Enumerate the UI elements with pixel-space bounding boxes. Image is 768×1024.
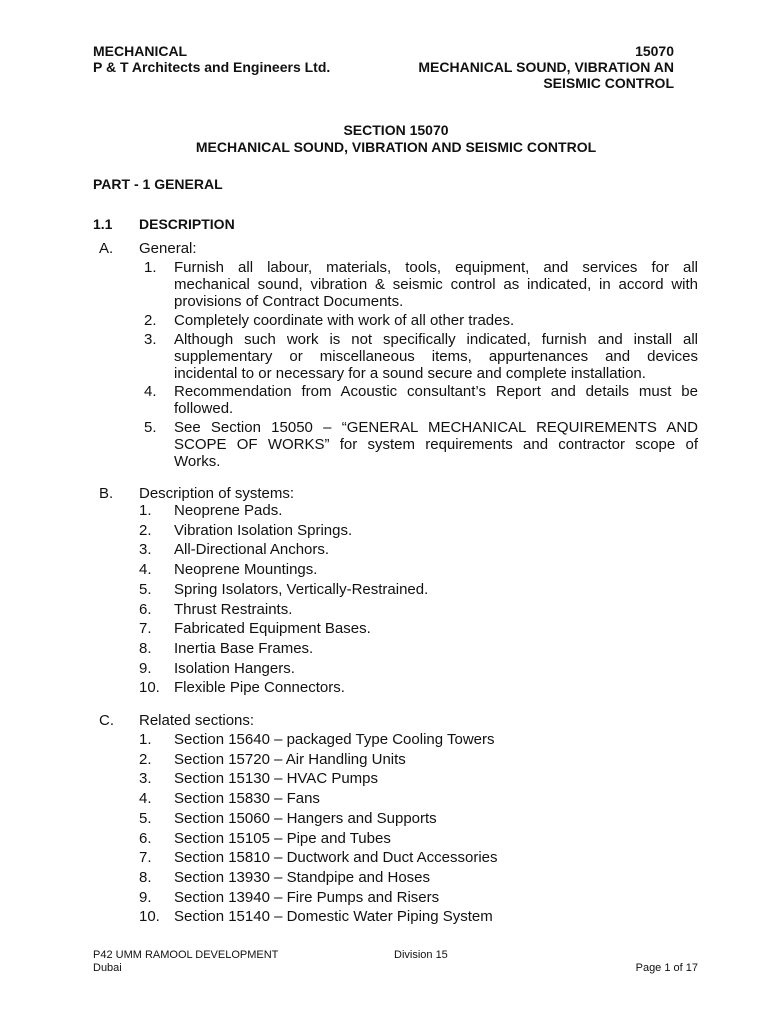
paragraph-c-title: Related sections: [139,712,255,729]
paragraph-b-letter: B. [99,485,114,502]
list-item-number: 4. [139,561,152,579]
list-item-text: incidental to or necessary for a sound secure and complete installation. [174,365,646,382]
header-section-number: 15070 [635,43,674,59]
list-item-number: 9. [139,659,152,677]
list-item-number: 4. [139,790,152,808]
footer-city: Dubai [93,962,122,974]
paragraph-a-letter: A. [99,240,114,257]
list-item-text: Section 15060 – Hangers and Supports [174,809,437,827]
list-item-text: Flexible Pipe Connectors. [174,679,345,697]
paragraph-b-title: Description of systems: [139,485,295,502]
list-item-text: Section 15105 – Pipe and Tubes [174,829,391,847]
list-item-text: All-Directional Anchors. [174,541,330,559]
section-title-name: MECHANICAL SOUND, VIBRATION AND SEISMIC CONTROL [195,139,597,155]
list-item-text: supplementary or miscellaneous items, appurtenances and devices [174,348,698,365]
list-item-text: provisions of Contract Documents. [174,293,404,310]
header-discipline: MECHANICAL [93,43,188,59]
list-item-text: Although such work is not specifically indicated, furnish and install all [174,331,698,348]
list-item-number: 6. [139,829,152,847]
list-item-text: Section 15130 – HVAC Pumps [174,770,379,788]
list-item-text: Section 13940 – Fire Pumps and Risers [174,888,440,906]
list-item-number: 4. [144,383,157,400]
list-item-text: Neoprene Mountings. [174,561,318,579]
paragraph-c-letter: C. [99,712,114,729]
header-company: P & T Architects and Engineers Ltd. [93,59,331,75]
list-item-text: Section 13930 – Standpipe and Hoses [174,868,431,886]
list-item-text: Vibration Isolation Springs. [174,521,353,539]
list-item-text: Isolation Hangers. [174,659,295,677]
header-section-title-line1: MECHANICAL SOUND, VIBRATION AN [418,59,674,75]
list-item-number: 3. [144,331,157,348]
footer-page-number: Page 1 of 17 [635,962,698,974]
list-item-number: 2. [139,750,152,768]
list-item-text: See Section 15050 – “GENERAL MECHANICAL REQUIREMENTS AND [174,419,698,436]
list-item-number: 6. [139,600,152,618]
article-number: 1.1 [93,216,113,232]
list-item-number: 3. [139,770,152,788]
list-item-text: Recommendation from Acoustic consultant’s Report and details must be [174,383,698,400]
list-item-text: Neoprene Pads. [174,502,283,519]
list-item-number: 8. [139,639,152,657]
list-item-text: Inertia Base Frames. [174,639,314,657]
list-item-number: 1. [139,502,152,519]
list-item-text: Section 15140 – Domestic Water Piping System [174,908,493,926]
article-title: DESCRIPTION [139,216,235,232]
list-item-text: mechanical sound, vibration & seismic control as indicated, in accord with [174,276,698,293]
header-section-title-line2: SEISMIC CONTROL [543,75,674,91]
section-title-number: SECTION 15070 [343,122,449,138]
list-item-text: SCOPE OF WORKS” for system requirements and contractor scope of [174,436,698,453]
footer-project: P42 UMM RAMOOL DEVELOPMENT [93,949,279,961]
part-heading: PART - 1 GENERAL [93,176,223,192]
list-item-number: 10. [139,908,160,926]
list-item-number: 5. [144,419,157,436]
footer-division: Division 15 [394,949,448,961]
list-item-text: Works. [174,453,221,470]
list-item-text: Section 15830 – Fans [174,790,320,808]
list-item-number: 9. [139,888,152,906]
list-item-number: 2. [144,312,157,329]
list-item-number: 2. [139,521,152,539]
list-item-number: 8. [139,868,152,886]
list-item-text: followed. [174,400,234,417]
list-item-number: 7. [139,849,152,867]
paragraph-a-title: General: [139,240,197,257]
list-item-text: Thrust Restraints. [174,600,293,618]
list-item-text: Section 15810 – Ductwork and Duct Accessories [174,849,498,867]
list-item-number: 1. [144,259,157,276]
list-item-text: Furnish all labour, materials, tools, equipment, and services for all [174,259,698,276]
list-item-text: Spring Isolators, Vertically-Restrained. [174,580,429,598]
list-item-text: Section 15720 – Air Handling Units [174,750,406,768]
list-item-number: 5. [139,809,152,827]
list-item-text: Completely coordinate with work of all other trades. [174,312,515,329]
list-item-number: 3. [139,541,152,559]
list-item-text: Section 15640 – packaged Type Cooling Towers [174,731,495,748]
list-item-number: 5. [139,580,152,598]
list-item-number: 1. [139,731,152,748]
list-item-number: 10. [139,679,160,697]
list-item-number: 7. [139,620,152,638]
list-item-text: Fabricated Equipment Bases. [174,620,371,638]
